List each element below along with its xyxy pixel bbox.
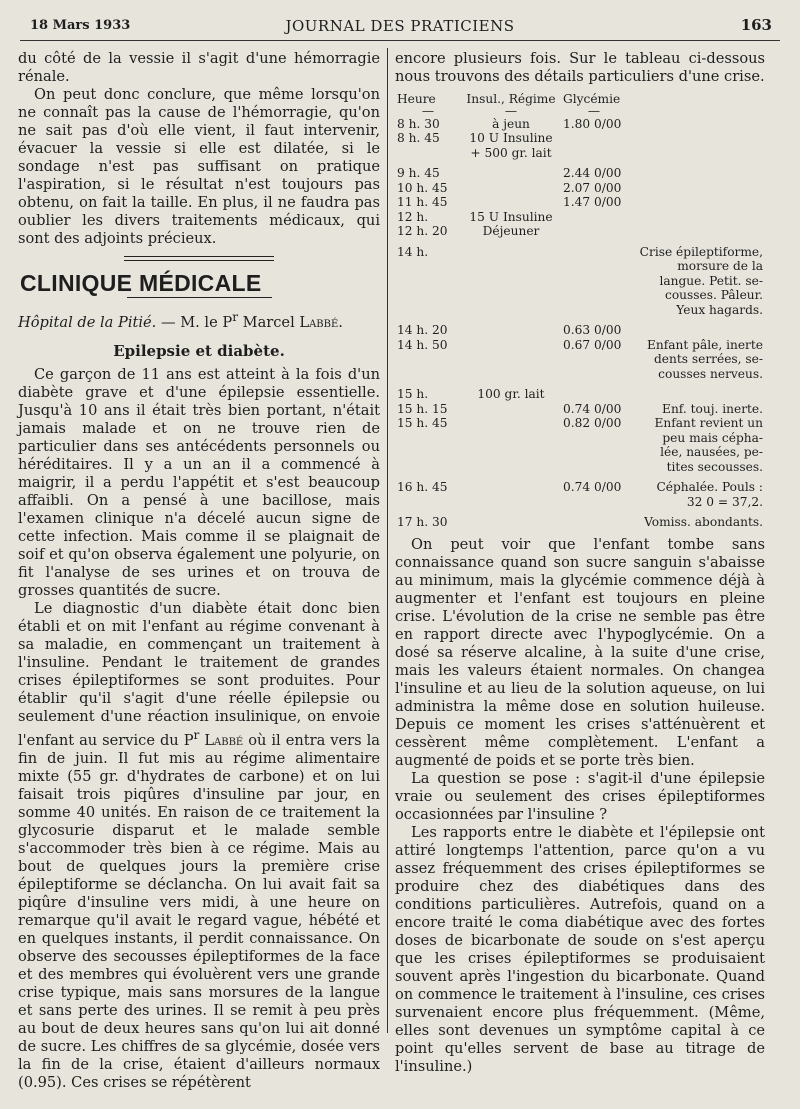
- cell-glycemie: [563, 515, 625, 530]
- table-row: [391, 131, 763, 160]
- cell-observation: [625, 117, 763, 132]
- cell-heure: 8 h. 45: [397, 131, 440, 145]
- cell-heure: 11 h. 45: [397, 195, 448, 209]
- right-column: [395, 50, 765, 1076]
- cell-regime: [459, 181, 563, 196]
- cell-observation: Céphalée. Pouls : 32 0 = 37,2.: [656, 480, 763, 509]
- cell-heure: 14 h.: [397, 244, 429, 259]
- table-row: [391, 338, 763, 382]
- table-row: [391, 387, 763, 402]
- cell-glycemie: [563, 224, 625, 239]
- cell-heure: 15 h.: [397, 387, 429, 401]
- table-header-row: [391, 92, 763, 117]
- cell-heure: 15 h. 45: [397, 416, 448, 430]
- left-paragraph-4-name: Labbé: [199, 731, 244, 749]
- cell-glycemie: 0.67 0/00: [563, 337, 622, 352]
- cell-glycemie: [563, 245, 625, 318]
- cell-glycemie: 0.74 0/00: [563, 401, 622, 416]
- cell-regime: [459, 195, 563, 210]
- cell-heure: 14 h. 20: [397, 323, 448, 337]
- cell-heure: 17 h. 30: [397, 515, 448, 529]
- left-paragraph-2: On peut donc conclure, que même lorsqu'on ne connaît pas la cause de l'hémorragie, qu'on ne sait pas d'où elle vient, il faut intervenir, évacuer la vessie si elle est dilatée, si le sondage n'est pas suffisant on pratique l'aspiration, si le résultat n'est toujours pas obtenu, on fait la taille. En plus, il ne faudra pas oublier les divers traitements médicaux, qui sont des adjoints précieux.: [18, 86, 380, 247]
- cell-glycemie: [563, 210, 625, 225]
- cell-observation: [625, 181, 763, 196]
- cell-regime: [459, 166, 563, 181]
- right-paragraph-3: La question se pose : s'agit-il d'une épilepsie vraie ou seulement des crises épileptiformes occasionnées par l'insuline ?: [395, 769, 765, 823]
- section-double-rule: [124, 256, 274, 261]
- cell-regime: 15 U Insuline: [469, 209, 553, 224]
- left-column: [18, 50, 380, 1092]
- table-row: [391, 515, 763, 530]
- cell-glycemie: 0.82 0/00: [563, 416, 622, 430]
- cell-observation: [625, 195, 763, 210]
- cell-observation: [625, 387, 763, 402]
- left-paragraph-4a: Le diagnostic d'un diabète était donc bien établi et on mit l'enfant au régime convenant à sa maladie, en commençant un traitement à l'insuline. Pendant le traitement de grandes crises épileptiformes se sont produites. Pour établir qu'il s'agit d'une réelle épilepsie ou seulement d'une réaction insulinique, on envoie l'enfant au service du P: [18, 599, 380, 749]
- cell-regime: 10 U Insuline + 500 gr. lait: [469, 131, 553, 160]
- cell-regime: [459, 416, 563, 474]
- header-dash: —: [504, 103, 518, 118]
- cell-observation: [625, 323, 763, 338]
- cell-regime: [459, 323, 563, 338]
- table-row: [391, 117, 763, 132]
- cell-observation: Enf. touj. inerte.: [662, 401, 763, 416]
- section-rule: [127, 297, 272, 298]
- right-paragraph-2: On peut voir que l'enfant tombe sans connaissance quand son sucre sanguin s'abaisse au minimum, mais la glycémie commence déjà à augmenter et l'enfant est toujours en pleine crise. L'évolution de la crise ne semble pas être en rapport directe avec l'hypoglycémie. On a dosé sa réserve alcaline, à la suite d'une crise, mais les valeurs étaient normales. On changea l'insuline et au lieu de la solution aqueuse, on lui administra la même dose en solution huileuse. Depuis ce moment les crises s'atténuèrent et cessèrent même complètement. L'enfant a augmenté de poids et se porte très bien.: [395, 535, 765, 769]
- cell-glycemie: 1.47 0/00: [563, 195, 622, 209]
- cell-heure: 8 h. 30: [397, 116, 440, 131]
- header-heure-label: Heure: [397, 92, 436, 106]
- cell-observation: Enfant pâle, inerte dents serrées, se- cousses nerveus.: [647, 337, 763, 381]
- cell-glycemie: 2.07 0/00: [563, 180, 622, 195]
- table-row: [391, 245, 763, 318]
- cell-glycemie: [563, 131, 625, 160]
- table-row: [391, 181, 763, 196]
- table-row: [391, 402, 763, 417]
- column-divider: [387, 48, 388, 1033]
- cell-regime: [459, 402, 563, 417]
- glycemia-table: [391, 92, 763, 530]
- cell-observation: [625, 210, 763, 225]
- page-header: [0, 14, 800, 40]
- cell-heure: 10 h. 45: [397, 180, 448, 195]
- cell-heure: 15 h. 15: [397, 401, 448, 416]
- header-regime: [459, 92, 563, 117]
- header-date: 18 Mars 1933: [30, 18, 131, 33]
- professor-name: Labbé.: [299, 313, 343, 331]
- cell-observation: [625, 166, 763, 181]
- cell-regime: [459, 480, 563, 509]
- article-subtitle: Epilepsie et diabète.: [113, 341, 285, 360]
- cell-heure: 12 h. 20: [397, 224, 448, 238]
- cell-regime: [459, 245, 563, 318]
- cell-observation: [625, 224, 763, 239]
- cell-regime: 100 gr. lait: [477, 387, 545, 401]
- header-regime-label: Insul., Régime: [466, 92, 556, 106]
- header-heure: [391, 92, 459, 117]
- table-row: [391, 224, 763, 239]
- cell-glycemie: [563, 387, 625, 402]
- left-paragraph-3: Ce garçon de 11 ans est atteint à la fois d'un diabète grave et d'une épilepsie essentielle. Jusqu'à 10 ans il était très bien portant, n'était jamais malade et on ne trouve rien de particulier dans ses antécédents personnels ou héréditaires. Il y a un an il a commencé à maigrir, il a perdu l'appétit et s'est beaucoup affaibli. On a pensé à une bacillose, mais l'examen clinique n'a décelé aucun signe de cette infection. Mais comme il se plaignait de soif et qu'on observa également une polyurie, on fit l'analyse de ses urines et on trouva de grosses quantités de sucre.: [18, 365, 380, 599]
- hospital-name: Hôpital de la Pitié.: [18, 313, 157, 331]
- hospital-line: [18, 308, 380, 332]
- cell-observation: Crise épileptiforme, morsure de la langue. Petit. se- cousses. Pâleur. Yeux hagards.: [639, 244, 763, 317]
- cell-glycemie: 0.74 0/00: [563, 480, 622, 494]
- table-row: [391, 210, 763, 225]
- header-observations: [625, 92, 763, 117]
- cell-regime: à jeun: [492, 116, 530, 131]
- cell-glycemie: 0.63 0/00: [563, 323, 622, 337]
- section-title: CLINIQUE MÉDICALE: [20, 270, 262, 296]
- cell-heure: 9 h. 45: [397, 166, 440, 180]
- header-dash: —: [421, 103, 435, 118]
- header-glycemie: [563, 92, 625, 117]
- left-paragraph-4: [18, 600, 380, 1092]
- cell-heure: 14 h. 50: [397, 337, 448, 352]
- table-body: [391, 117, 763, 530]
- professor-first-name: Marcel: [238, 313, 300, 331]
- table-row: [391, 166, 763, 181]
- header-rule: [20, 40, 780, 41]
- cell-observation: Enfant revient un peu mais cépha- lée, nausées, pe- tites secousses.: [654, 416, 763, 474]
- hospital-sep: — M. le P: [156, 313, 233, 331]
- cell-regime: [459, 515, 563, 530]
- right-paragraph-4: Les rapports entre le diabète et l'épilepsie ont attiré longtemps l'attention, parce qu'on a vu assez fréquemment des crises épileptiformes se produire chez des diabétiques dans des conditions particulières. Autrefois, quand on a encore traité le coma diabétique avec des fortes doses de bicarbonate de soude on s'est aperçu que les crises épileptiformes se produisaient souvent après l'ingestion du bicarbonate. Quand on commence le traitement à l'insuline, ces crises survenaient encore plus fréquemment. (Même, elles sont devenues un symptôme capital à ce point qu'elles servent de base au titrage de l'insuline.): [395, 823, 765, 1075]
- cell-glycemie: 2.44 0/00: [563, 166, 622, 180]
- table-row: [391, 416, 763, 474]
- cell-glycemie: 1.80 0/00: [563, 116, 622, 131]
- cell-regime: [459, 338, 563, 382]
- left-paragraph-4-sup: r: [193, 727, 200, 742]
- cell-heure: 16 h. 45: [397, 480, 448, 494]
- cell-regime: Déjeuner: [482, 224, 540, 238]
- header-dash: —: [587, 103, 601, 118]
- left-paragraph-4b: où il entra vers la fin de juin. Il fut mis au régime alimentaire mixte (55 gr. d'hydrates de carbone) et on lui faisait trois piqûres d'insuline par jour, en somme 40 unités. En raison de ce traitement la glycosurie disparut et le malade semble s'accommoder très bien à ce régime. Mais au bout de quelques jours la première crise épileptiforme se déclancha. On lui avait fait sa piqûre d'insuline vers midi, à une heure on remarque qu'il avait le regard vague, hébété et en quelques instants, il perdit connaissance. On observe des secousses épileptiformes de la face et des membres qui évoluèrent vers une grande crise typique, mais sans morsures de la langue et sans perte des urines. Il se remit à peu près au bout de deux heures sans qu'on lui ait donné de sucre. Les chiffres de sa glycémie, dosée vers la fin de la crise, étaient d'ailleurs normaux (0.95). Ces crises se répétèrent: [18, 731, 380, 1091]
- table-row: [391, 323, 763, 338]
- table-row: [391, 480, 763, 509]
- header-page-number: 163: [740, 16, 772, 34]
- right-paragraph-1: encore plusieurs fois. Sur le tableau ci-dessous nous trouvons des détails particuliers d'une crise.: [395, 50, 765, 85]
- left-paragraph-1: du côté de la vessie il s'agit d'une hémorragie rénale.: [18, 50, 380, 85]
- table-row: [391, 195, 763, 210]
- cell-observation: [625, 131, 763, 160]
- professor-sup: r: [232, 310, 238, 324]
- cell-heure: 12 h.: [397, 209, 429, 224]
- header-journal-title: JOURNAL DES PRATICIENS: [285, 17, 515, 35]
- header-glycemie-label: Glycémie: [563, 92, 621, 106]
- cell-observation: Vomiss. abondants.: [644, 515, 763, 529]
